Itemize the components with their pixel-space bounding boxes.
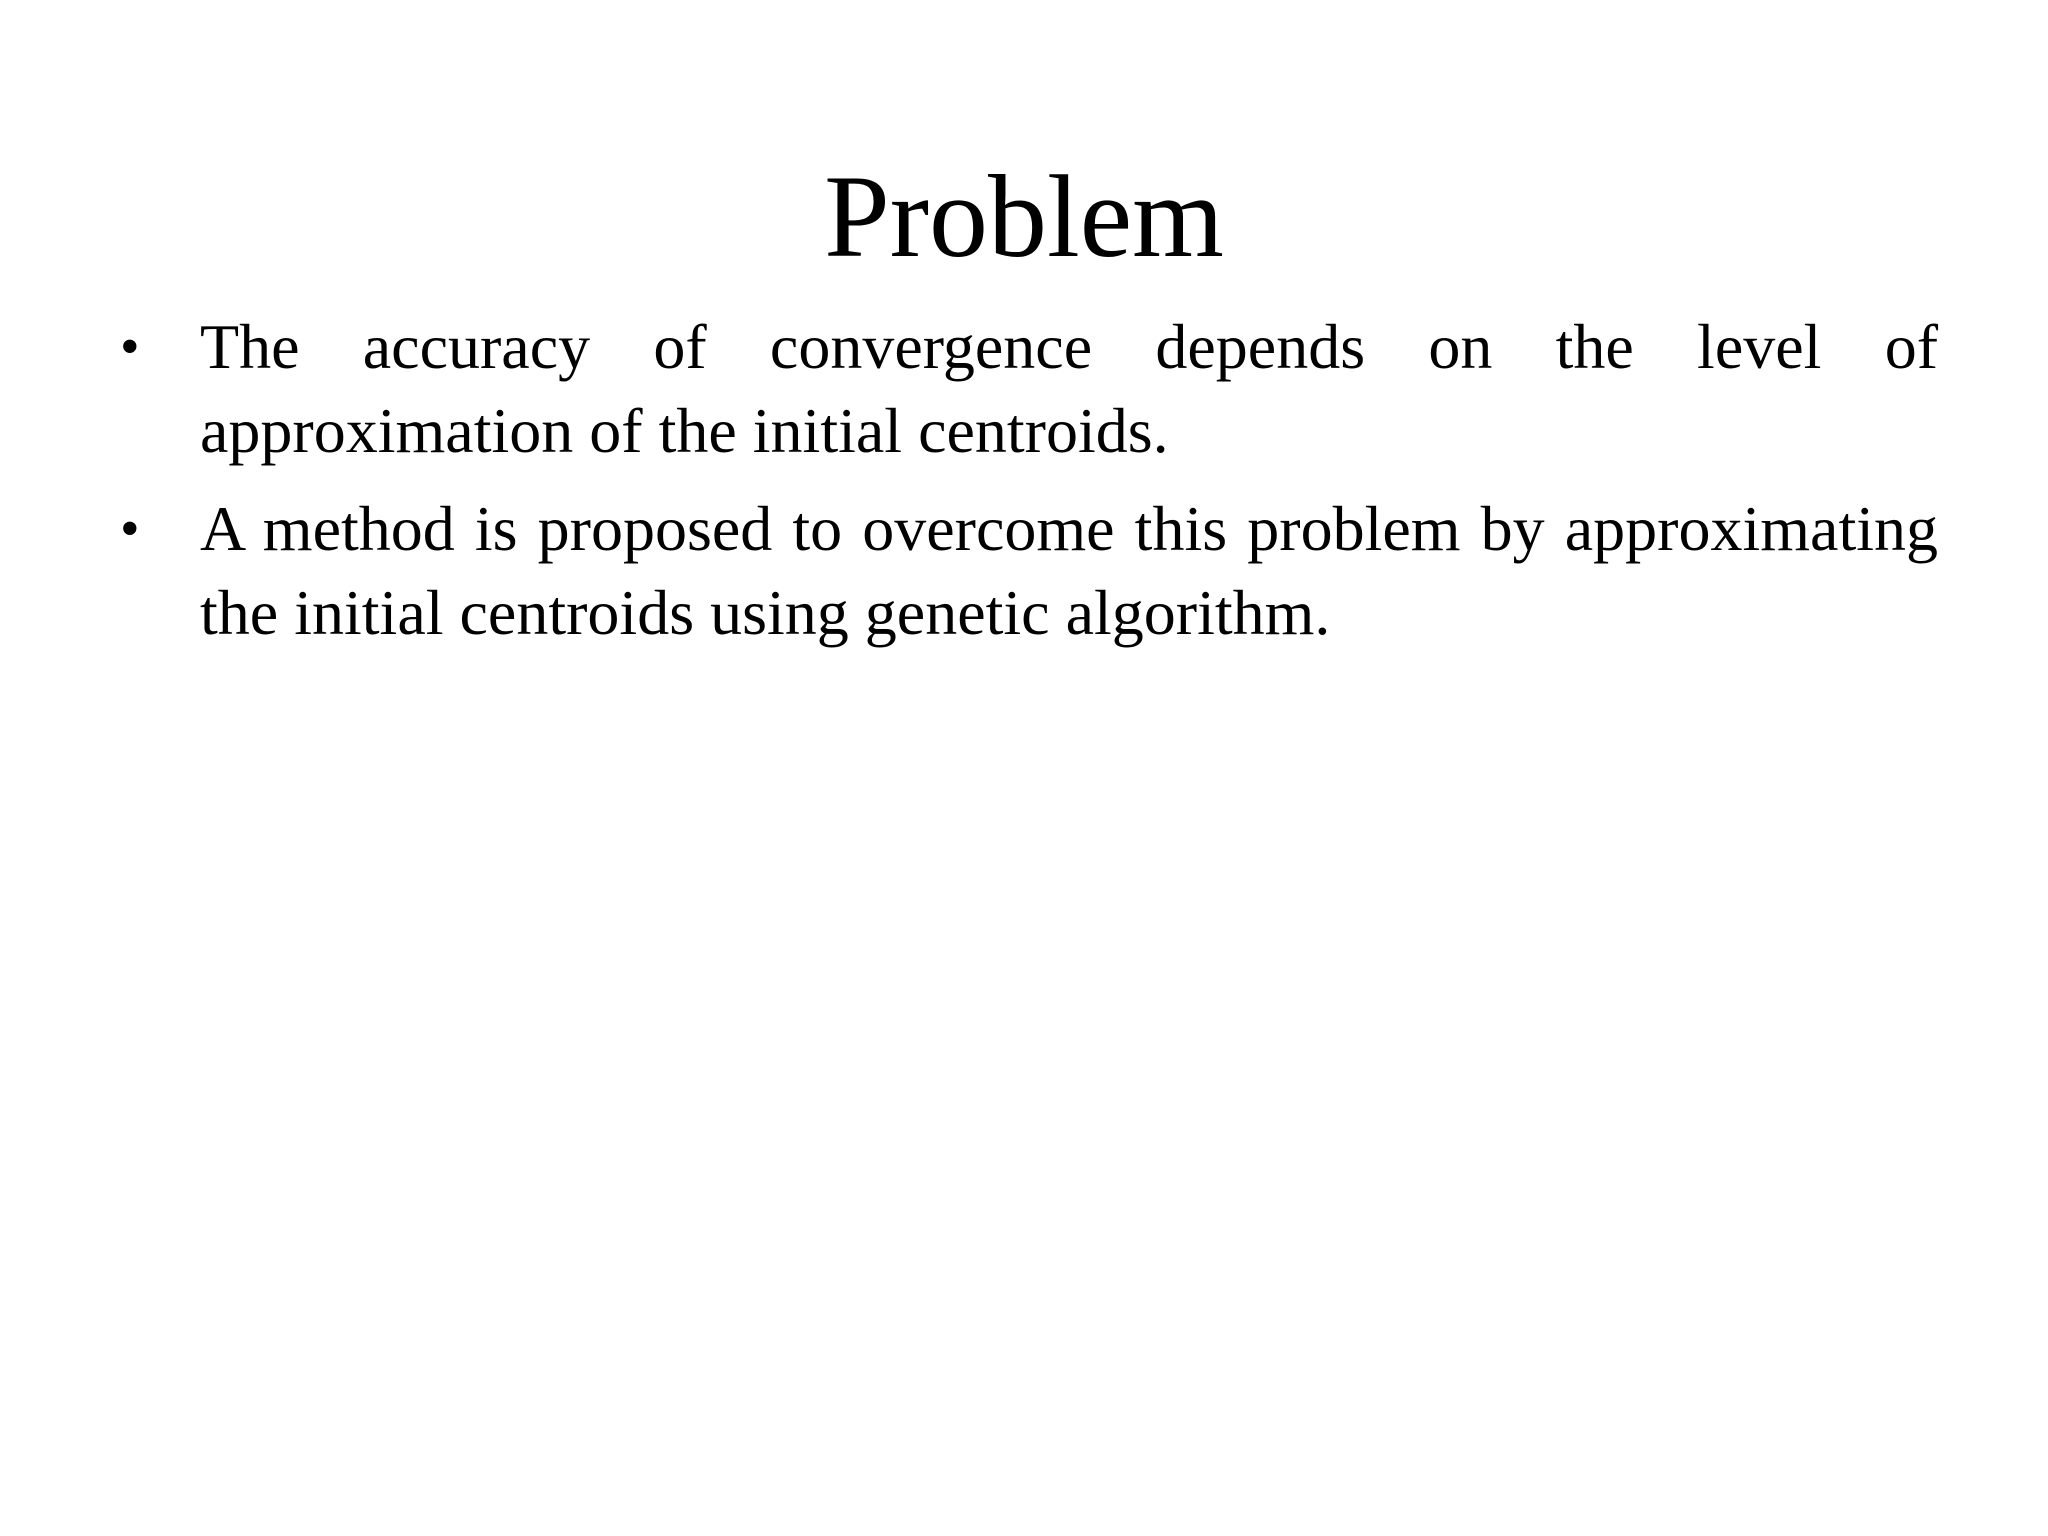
bullet-list: [120, 305, 1938, 669]
bullet-icon: •: [120, 498, 140, 560]
slide-title: Problem: [824, 151, 1224, 282]
bullet-text: The accuracy of convergence depends on the level of approximation of the initial centroids.: [200, 311, 1938, 466]
bullet-text: A method is proposed to overcome this problem by approximating the initial centroids using genetic algorithm.: [200, 493, 1938, 648]
bullet-icon: •: [120, 316, 140, 378]
bullet-item: [120, 487, 1938, 655]
bullet-item: [120, 305, 1938, 473]
